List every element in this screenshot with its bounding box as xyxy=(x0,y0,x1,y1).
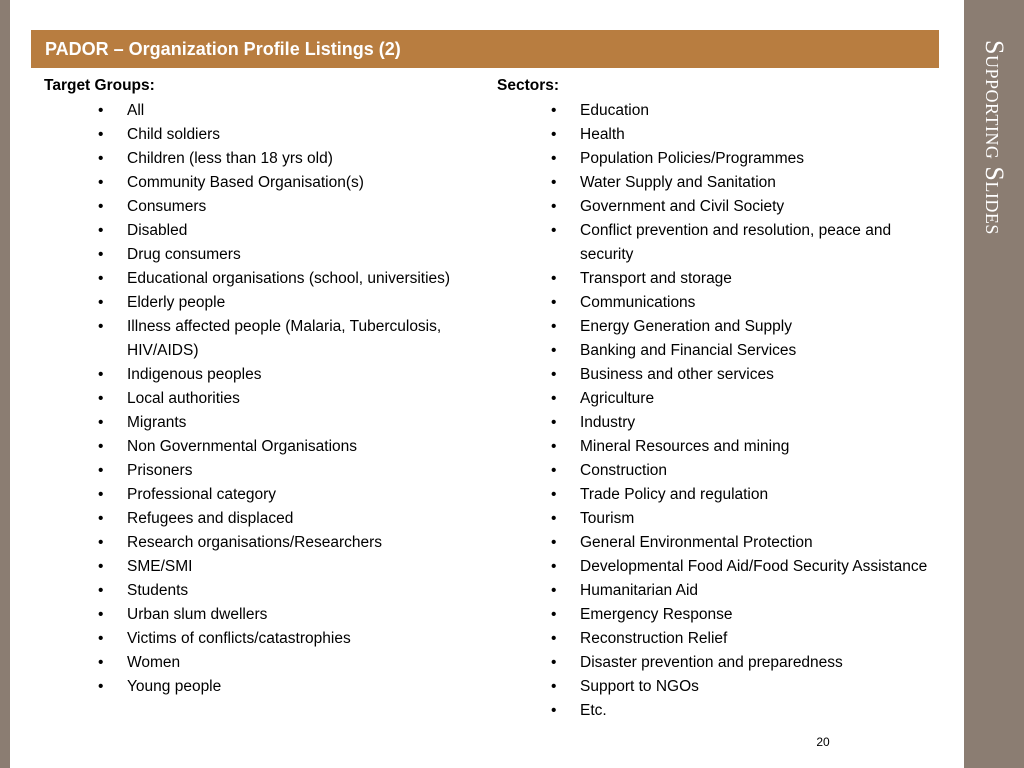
list-item: • Students xyxy=(44,579,464,603)
list-item: • Reconstruction Relief xyxy=(497,627,937,651)
list-item: • Trade Policy and regulation xyxy=(497,483,937,507)
list-item: • Disabled xyxy=(44,219,464,243)
list-item: • Urban slum dwellers xyxy=(44,603,464,627)
list-item: • Children (less than 18 yrs old) xyxy=(44,147,464,171)
list-item: • Emergency Response xyxy=(497,603,937,627)
sectors-heading: Sectors: xyxy=(497,77,560,94)
list-item: • Support to NGOs xyxy=(497,675,937,699)
list-item: • Transport and storage xyxy=(497,267,937,291)
list-item: • Communications xyxy=(497,291,937,315)
list-item: • Water Supply and Sanitation xyxy=(497,171,937,195)
target-groups-heading: Target Groups: xyxy=(44,77,155,94)
page-number: 20 xyxy=(816,735,830,749)
list-item: • Professional category xyxy=(44,483,464,507)
list-item: • Business and other services xyxy=(497,363,937,387)
list-item: • Local authorities xyxy=(44,387,464,411)
list-item: • Etc. xyxy=(497,699,937,723)
list-item: • General Environmental Protection xyxy=(497,531,937,555)
side-title: Supporting Slides xyxy=(980,40,1009,235)
list-item: • Migrants xyxy=(44,411,464,435)
target-groups-list xyxy=(44,99,464,699)
left-decorative-bar xyxy=(0,0,10,768)
list-item: • Community Based Organisation(s) xyxy=(44,171,464,195)
list-item: • Mineral Resources and mining xyxy=(497,435,937,459)
list-item: • Young people xyxy=(44,675,464,699)
list-item: • Health xyxy=(497,123,937,147)
list-item: • Banking and Financial Services xyxy=(497,339,937,363)
sectors-column xyxy=(497,75,937,723)
list-item: • Government and Civil Society xyxy=(497,195,937,219)
list-item: • Women xyxy=(44,651,464,675)
list-item: • Industry xyxy=(497,411,937,435)
list-item: • Consumers xyxy=(44,195,464,219)
list-item: • Non Governmental Organisations xyxy=(44,435,464,459)
list-item: • Educational organisations (school, universities) xyxy=(44,267,464,291)
list-item: • Indigenous peoples xyxy=(44,363,464,387)
list-item: • Conflict prevention and resolution, peace and security xyxy=(497,219,937,267)
list-item: • Education xyxy=(497,99,937,123)
list-item: • SME/SMI xyxy=(44,555,464,579)
list-item: • Tourism xyxy=(497,507,937,531)
list-item: • Energy Generation and Supply xyxy=(497,315,937,339)
slide-title-bar xyxy=(31,30,939,68)
list-item: • Victims of conflicts/catastrophies xyxy=(44,627,464,651)
list-item: • Population Policies/Programmes xyxy=(497,147,937,171)
list-item: • Refugees and displaced xyxy=(44,507,464,531)
list-item: • Construction xyxy=(497,459,937,483)
sectors-list xyxy=(497,99,937,723)
list-item: • Agriculture xyxy=(497,387,937,411)
target-groups-column xyxy=(44,75,464,699)
slide-title: PADOR – Organization Profile Listings (2) xyxy=(45,39,401,59)
list-item: • Developmental Food Aid/Food Security Assistance xyxy=(497,555,937,579)
list-item: • Illness affected people (Malaria, Tuberculosis, HIV/AIDS) xyxy=(44,315,464,363)
list-item: • Child soldiers xyxy=(44,123,464,147)
list-item: • Prisoners xyxy=(44,459,464,483)
list-item: • Research organisations/Researchers xyxy=(44,531,464,555)
list-item: • Disaster prevention and preparedness xyxy=(497,651,937,675)
list-item: • All xyxy=(44,99,464,123)
list-item: • Humanitarian Aid xyxy=(497,579,937,603)
list-item: • Drug consumers xyxy=(44,243,464,267)
list-item: • Elderly people xyxy=(44,291,464,315)
